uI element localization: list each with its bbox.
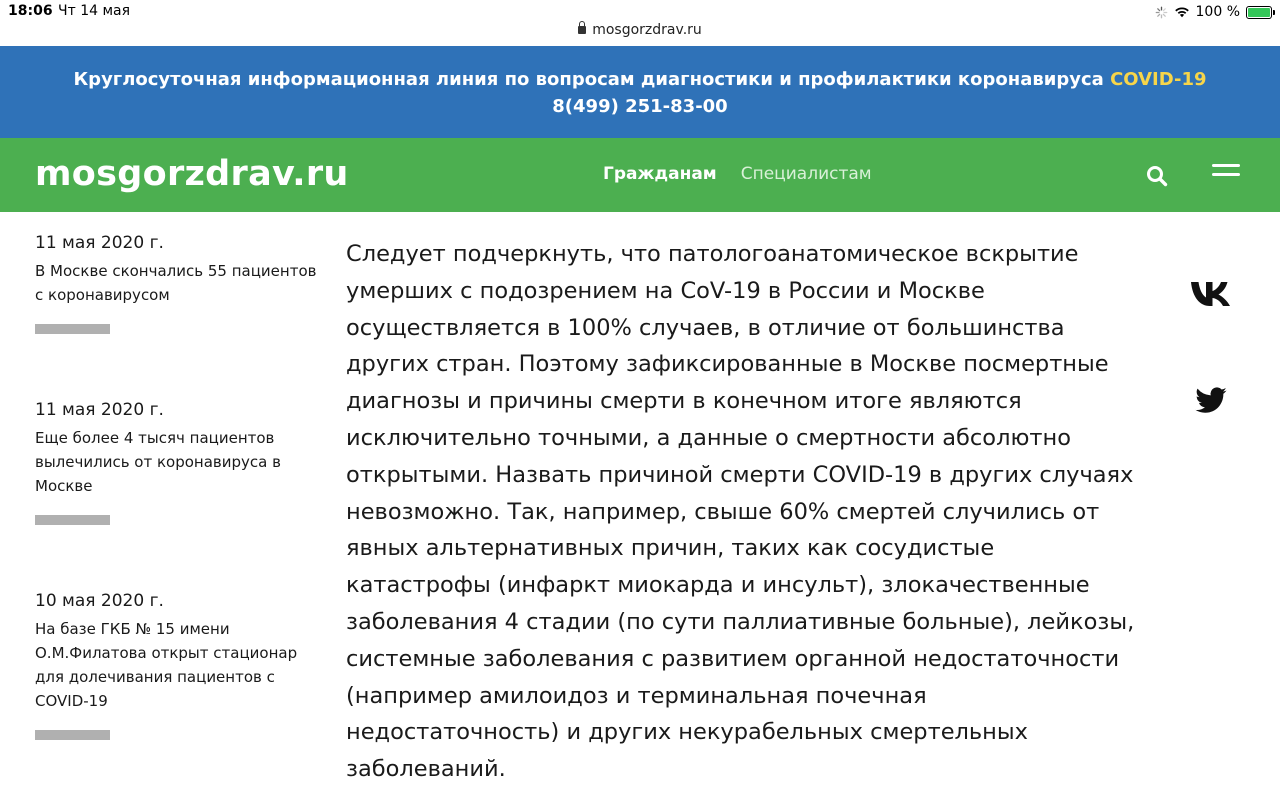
menu-line (1212, 164, 1240, 167)
news-date: 11 мая 2020 г. (35, 400, 164, 420)
status-bar (0, 0, 1280, 46)
battery-level (1248, 8, 1270, 17)
status-time: 18:06 (8, 3, 53, 19)
twitter-icon[interactable] (1190, 384, 1232, 418)
vk-icon[interactable] (1190, 280, 1232, 308)
news-divider (35, 515, 110, 525)
status-date: Чт 14 мая (58, 3, 131, 19)
site-header (0, 138, 1280, 212)
wifi-icon (1174, 6, 1190, 18)
nav-citizens[interactable]: Гражданам (603, 164, 717, 184)
news-item[interactable] (35, 233, 320, 334)
news-divider (35, 324, 110, 334)
main-nav (603, 164, 872, 184)
address-url: mosgorzdrav.ru (592, 22, 702, 38)
info-banner (0, 46, 1280, 138)
status-indicators (1155, 3, 1272, 21)
info-banner-highlight: COVID-19 (1110, 69, 1207, 90)
news-title[interactable]: Еще более 4 тысяч пациентов вылечились от коронавируса в Москве (35, 429, 281, 495)
news-divider (35, 730, 110, 740)
news-title[interactable]: На базе ГКБ № 15 имени О.М.Филатова открыт стационар для долечивания пациентов с COVID-19 (35, 620, 298, 710)
battery-icon (1246, 6, 1272, 19)
news-item[interactable] (35, 400, 320, 525)
info-banner-text: Круглосуточная информационная линия по вопросам диагностики и профилактики коронавируса (73, 69, 1104, 90)
activity-spinner-icon (1155, 6, 1168, 19)
menu-line (1212, 173, 1240, 176)
lock-icon (578, 26, 586, 34)
hotline-phone[interactable]: 8(499) 251-83-00 (552, 96, 728, 117)
battery-percent: 100 % (1195, 4, 1240, 20)
hamburger-menu-icon[interactable] (1212, 164, 1240, 184)
news-date: 11 мая 2020 г. (35, 233, 164, 253)
article-text: Следует подчеркнуть, что патологоанатомическое вскрытие умерших с подозрением на CoV-19 в России и Москве осуществляется в 100% случаев, в отличие от большинства других стран. Поэтому зафиксированные в Москве посмертные диагнозы и причины смерти в конечном итоге являются исключительно точными, а данные о смертности абсолютно открытыми. Назвать причиной смерти COVID-19 в других случаях невозможно. Так, например, свыше 60% смертей случились от явных альтернативных причин, таких как сосудистые катастрофы (инфаркт миокарда и инсульт), злокачественные заболевания 4 стадии (по сути паллиативные больные), лейкозы, системные заболевания с развитием органной недостаточности (например амилоидоз и терминальная почечная недостаточность) и других некурабельных смертельных заболеваний. (346, 241, 1135, 783)
search-icon[interactable] (1145, 164, 1169, 188)
address-bar[interactable] (0, 22, 1280, 38)
site-logo[interactable]: mosgorzdrav.ru (35, 154, 349, 194)
news-title[interactable]: В Москве скончались 55 пациентов с коронавирусом (35, 262, 317, 304)
news-item[interactable] (35, 591, 320, 740)
news-date: 10 мая 2020 г. (35, 591, 164, 611)
nav-specialists[interactable]: Специалистам (740, 164, 872, 184)
info-banner-line (0, 66, 1280, 93)
